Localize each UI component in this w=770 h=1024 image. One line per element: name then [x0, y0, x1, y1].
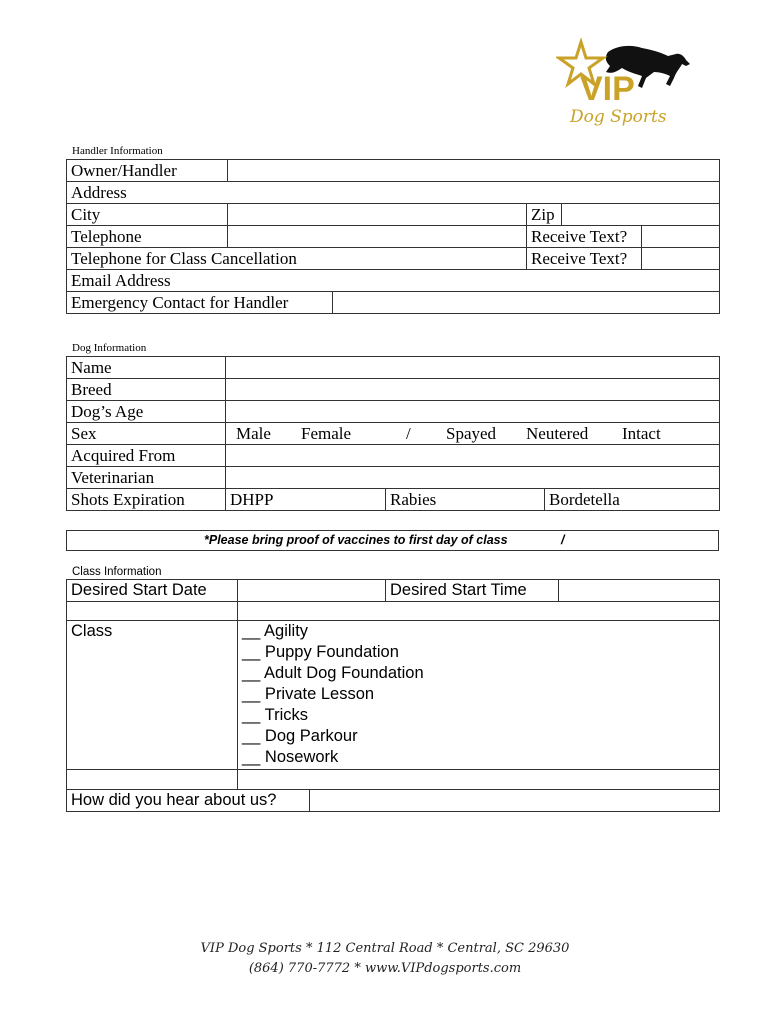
- vaccine-note-text: *Please bring proof of vaccines to first day of class: [204, 533, 508, 547]
- class-option-puppy-foundation[interactable]: __ Puppy Foundation: [242, 643, 399, 661]
- sex-label: Sex: [67, 423, 226, 445]
- emergency-field[interactable]: [333, 292, 720, 314]
- city-label: City: [67, 204, 228, 226]
- class-option-agility[interactable]: __ Agility: [242, 622, 309, 640]
- sex-intact[interactable]: Intact: [622, 424, 661, 443]
- sex-neutered[interactable]: Neutered: [526, 424, 589, 443]
- blank-field[interactable]: [238, 602, 720, 621]
- sex-options: [226, 423, 720, 445]
- start-date-label: Desired Start Date: [67, 580, 238, 602]
- age-field[interactable]: [226, 401, 720, 423]
- receive-text-label: Receive Text?: [527, 226, 642, 248]
- telephone-label: Telephone: [67, 226, 228, 248]
- class-option-dog-parkour[interactable]: __ Dog Parkour: [242, 727, 358, 745]
- city-field[interactable]: [228, 204, 527, 226]
- receive-text-label-2: Receive Text?: [527, 248, 642, 270]
- shots-rabies[interactable]: Rabies: [386, 489, 545, 511]
- owner-field[interactable]: [228, 160, 720, 182]
- receive-text-field-2[interactable]: [642, 248, 720, 270]
- vip-dog-sports-logo: [556, 38, 698, 130]
- vaccine-note-slash: /: [561, 533, 565, 547]
- footer-address: VIP Dog Sports * 112 Central Road * Central, SC 29630: [200, 941, 570, 956]
- zip-field[interactable]: [562, 204, 720, 226]
- cancel-phone-label: Telephone for Class Cancellation: [67, 248, 527, 270]
- handler-section-label: Handler Information: [72, 145, 163, 157]
- dog-name-label: Name: [67, 357, 226, 379]
- sex-slash: /: [406, 424, 411, 443]
- vet-label: Veterinarian: [67, 467, 226, 489]
- zip-label: Zip: [527, 204, 562, 226]
- emergency-label: Emergency Contact for Handler: [67, 292, 333, 314]
- sex-male[interactable]: Male: [236, 424, 271, 443]
- blank-spacer-cell: [67, 602, 238, 621]
- sex-female[interactable]: Female: [301, 424, 352, 443]
- footer-contact: (864) 770-7772 * www.VIPdogsports.com: [248, 961, 522, 976]
- age-label: Dog’s Age: [67, 401, 226, 423]
- hear-field[interactable]: [310, 790, 720, 812]
- receive-text-field[interactable]: [642, 226, 720, 248]
- svg-text:Dog Sports: Dog Sports: [570, 107, 667, 127]
- shots-label: Shots Expiration: [67, 489, 226, 511]
- class-option-adult-dog-foundation[interactable]: __ Adult Dog Foundation: [242, 664, 424, 682]
- address-label: Address: [67, 182, 720, 204]
- email-label: Email Address: [67, 270, 720, 292]
- dog-name-field[interactable]: [226, 357, 720, 379]
- blank-field-2[interactable]: [238, 770, 720, 790]
- class-table: [66, 579, 720, 812]
- class-option-private-lesson[interactable]: __ Private Lesson: [242, 685, 375, 703]
- hear-label: How did you hear about us?: [67, 790, 310, 812]
- class-option-nosework[interactable]: __ Nosework: [242, 748, 339, 766]
- shots-dhpp[interactable]: DHPP: [226, 489, 386, 511]
- dog-section-label: Dog Information: [72, 342, 147, 354]
- dog-table: [66, 356, 720, 511]
- owner-label: Owner/Handler: [67, 160, 228, 182]
- class-options: [238, 621, 720, 770]
- shots-bordetella[interactable]: Bordetella: [545, 489, 720, 511]
- vet-field[interactable]: [226, 467, 720, 489]
- blank-label-cell: [67, 770, 238, 790]
- acquired-label: Acquired From: [67, 445, 226, 467]
- class-option-tricks[interactable]: __ Tricks: [242, 706, 309, 724]
- svg-text:VIP: VIP: [580, 70, 635, 108]
- start-date-field[interactable]: [238, 580, 386, 602]
- handler-table: [66, 159, 720, 314]
- start-time-field[interactable]: [559, 580, 720, 602]
- acquired-field[interactable]: [226, 445, 720, 467]
- start-time-label: Desired Start Time: [386, 580, 559, 602]
- breed-field[interactable]: [226, 379, 720, 401]
- class-section-label: Class Information: [72, 566, 162, 578]
- breed-label: Breed: [67, 379, 226, 401]
- sex-spayed[interactable]: Spayed: [446, 424, 497, 443]
- telephone-field[interactable]: [228, 226, 527, 248]
- class-label: Class: [67, 621, 238, 770]
- vaccine-note: [66, 530, 719, 551]
